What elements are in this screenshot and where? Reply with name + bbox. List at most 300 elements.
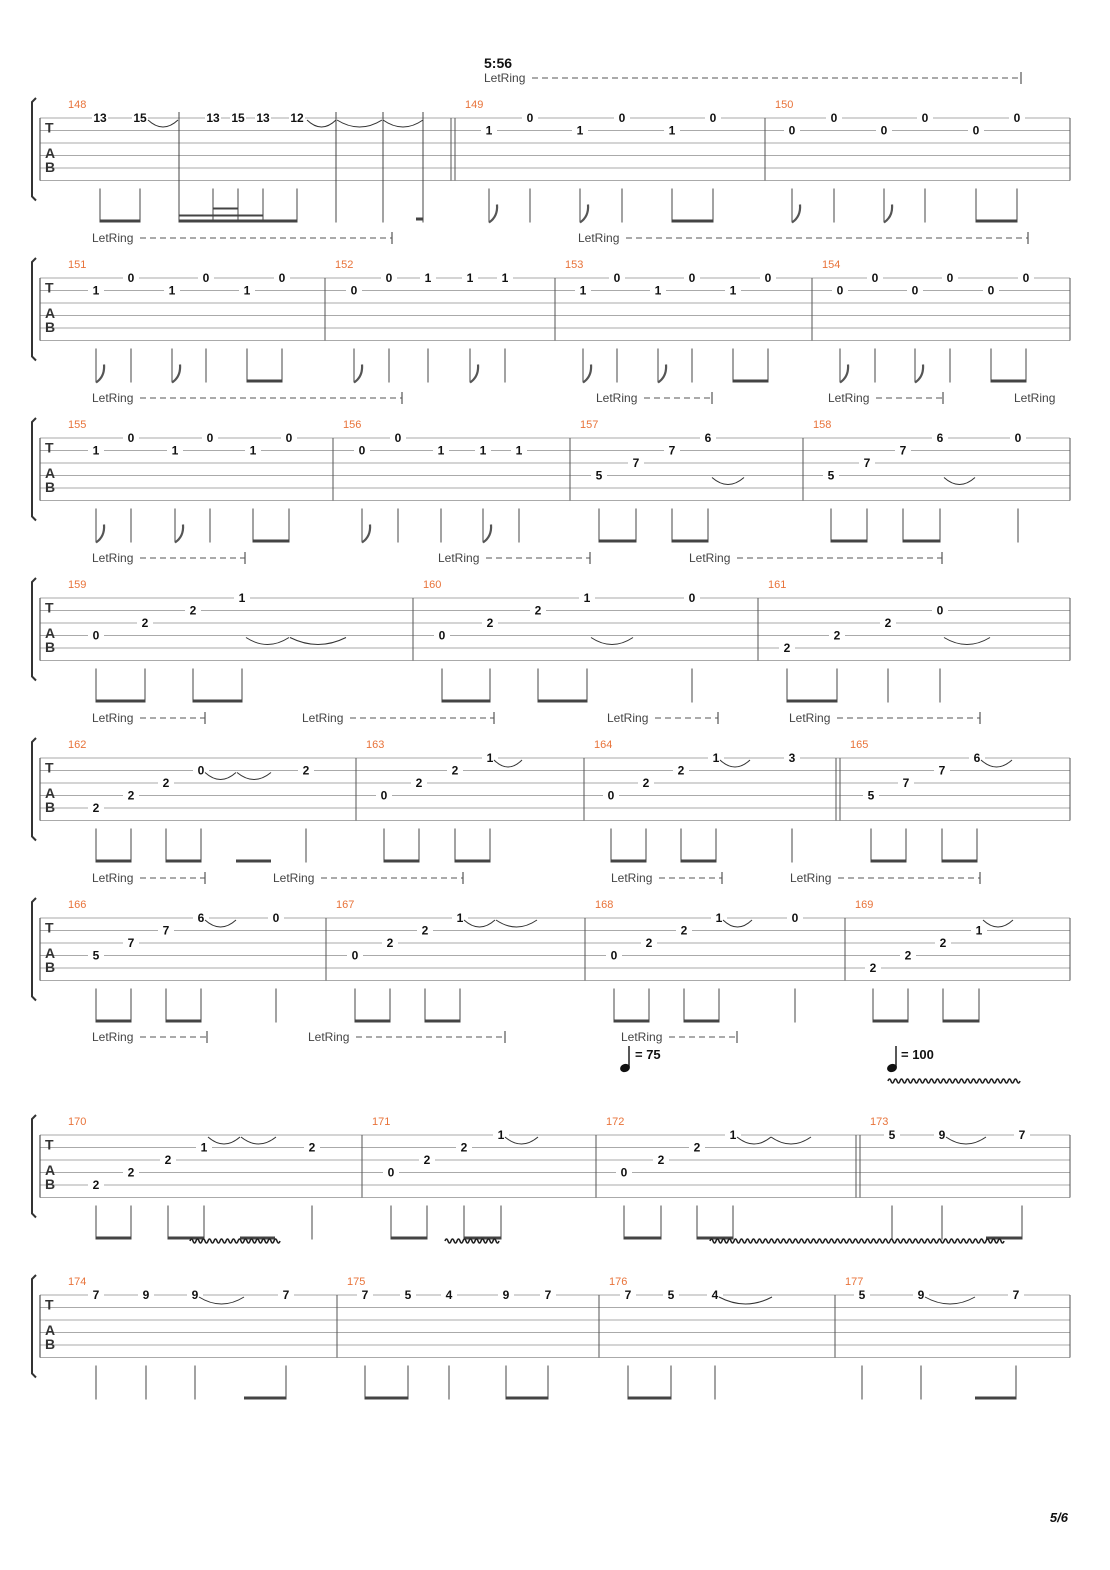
note-flag bbox=[96, 525, 104, 543]
bar-number: 163 bbox=[366, 739, 385, 751]
tab-letter-b: B bbox=[45, 1176, 56, 1192]
fret-number: 2 bbox=[677, 763, 685, 778]
fret-number: 2 bbox=[642, 776, 650, 790]
bar-number: 151 bbox=[68, 259, 87, 271]
fret-number: 7 bbox=[632, 456, 640, 470]
beam bbox=[831, 540, 867, 543]
note-flag bbox=[658, 365, 666, 383]
fret-number: 0 bbox=[911, 283, 919, 298]
fret-number: 6 bbox=[704, 431, 712, 445]
note-flag bbox=[792, 205, 800, 223]
tie-arc bbox=[337, 120, 382, 127]
beam bbox=[96, 1237, 131, 1240]
fret-number: 1 bbox=[437, 443, 445, 458]
bar-number: 154 bbox=[822, 259, 841, 271]
fret-number: 5 bbox=[827, 468, 835, 483]
beam bbox=[247, 380, 282, 383]
tie-arc bbox=[946, 1137, 986, 1144]
fret-number: 7 bbox=[127, 936, 135, 950]
fret-number: 2 bbox=[423, 1153, 431, 1167]
fret-number: 1 bbox=[715, 911, 723, 925]
tie-arc bbox=[208, 1137, 240, 1144]
tab-letter-a: A bbox=[45, 1322, 56, 1338]
tie-arc bbox=[237, 773, 271, 780]
vibrato-line bbox=[190, 1239, 280, 1243]
fret-number: 15 bbox=[133, 111, 147, 125]
fret-number: 5 bbox=[888, 1128, 896, 1142]
fret-number: 9 bbox=[938, 1128, 946, 1142]
fret-number: 13 bbox=[93, 111, 107, 125]
tie-arc bbox=[205, 920, 236, 927]
fret-number: 1 bbox=[576, 123, 584, 138]
note-flag bbox=[172, 365, 180, 383]
fret-number: 2 bbox=[884, 616, 892, 630]
bar-number: 175 bbox=[347, 1276, 366, 1288]
fret-number: 0 bbox=[871, 271, 879, 285]
tab-letter-a: A bbox=[45, 145, 56, 161]
beam bbox=[166, 860, 201, 863]
let-ring-label: LetRing bbox=[789, 711, 831, 725]
system-bracket bbox=[32, 1115, 36, 1218]
fret-number: 1 bbox=[583, 591, 591, 605]
beam bbox=[179, 220, 297, 223]
fret-number: 2 bbox=[386, 936, 394, 950]
beam bbox=[628, 1397, 671, 1400]
page-number: 5/6 bbox=[1049, 1510, 1068, 1525]
fret-number: 7 bbox=[282, 1288, 290, 1302]
fret-number: 6 bbox=[936, 431, 944, 445]
fret-number: 7 bbox=[1018, 1128, 1026, 1142]
beam bbox=[96, 1020, 131, 1023]
fret-number: 1 bbox=[243, 283, 251, 298]
fret-number: 6 bbox=[197, 911, 205, 925]
beam bbox=[179, 215, 263, 217]
bar-number: 164 bbox=[594, 739, 613, 751]
system-bracket bbox=[32, 1275, 36, 1378]
fret-number: 2 bbox=[141, 616, 149, 630]
beam bbox=[672, 540, 708, 543]
let-ring-label: LetRing bbox=[273, 871, 315, 885]
tie-arc bbox=[720, 760, 750, 767]
note-flag bbox=[175, 525, 183, 543]
bar-number: 168 bbox=[595, 899, 614, 911]
tab-letter-b: B bbox=[45, 319, 56, 335]
beam bbox=[455, 860, 490, 863]
beam bbox=[416, 218, 423, 221]
fret-number: 1 bbox=[424, 271, 432, 285]
bar-number: 169 bbox=[855, 899, 874, 911]
fret-number: 1 bbox=[92, 283, 100, 298]
fret-number: 0 bbox=[972, 123, 980, 138]
bar-number: 149 bbox=[465, 99, 484, 111]
fret-number: 1 bbox=[168, 283, 176, 298]
beam bbox=[624, 1237, 661, 1240]
tab-letter-a: A bbox=[45, 625, 56, 641]
beam bbox=[391, 1237, 427, 1240]
bar-number: 176 bbox=[609, 1276, 628, 1288]
fret-number: 1 bbox=[485, 123, 493, 138]
fret-number: 0 bbox=[272, 911, 280, 925]
fret-number: 0 bbox=[618, 111, 626, 125]
note-flag bbox=[915, 365, 923, 383]
fret-number: 0 bbox=[387, 1165, 395, 1180]
fret-number: 0 bbox=[202, 271, 210, 285]
tie-arc bbox=[944, 478, 975, 485]
tie-arc bbox=[737, 1137, 771, 1144]
beam bbox=[697, 1237, 733, 1240]
tab-letter-t: T bbox=[45, 599, 54, 616]
tab-letter-t: T bbox=[45, 119, 54, 136]
fret-number: 5 bbox=[595, 468, 603, 483]
tab-letter-a: A bbox=[45, 465, 56, 481]
tie-arc bbox=[496, 920, 537, 927]
fret-number: 2 bbox=[460, 1140, 468, 1155]
note-flag bbox=[840, 365, 848, 383]
fret-number: 2 bbox=[680, 923, 688, 938]
system-bracket bbox=[32, 418, 36, 521]
fret-number: 3 bbox=[788, 751, 796, 765]
note-flag bbox=[884, 205, 892, 223]
tab-letter-b: B bbox=[45, 959, 56, 975]
let-ring-label: LetRing bbox=[92, 551, 134, 565]
tie-arc bbox=[307, 120, 336, 127]
vibrato-line bbox=[445, 1239, 499, 1243]
fret-number: 9 bbox=[191, 1288, 199, 1302]
beam bbox=[976, 220, 1017, 223]
fret-number: 0 bbox=[613, 271, 621, 285]
tab-letter-a: A bbox=[45, 945, 56, 961]
fret-number: 0 bbox=[285, 431, 293, 445]
note-flag bbox=[483, 525, 491, 543]
beam bbox=[96, 700, 145, 703]
let-ring-label: LetRing bbox=[828, 391, 870, 405]
beam bbox=[903, 540, 940, 543]
fret-number: 0 bbox=[1022, 271, 1030, 285]
fret-number: 2 bbox=[92, 1178, 100, 1192]
fret-number: 1 bbox=[238, 591, 246, 605]
fret-number: 4 bbox=[711, 1288, 719, 1302]
fret-number: 2 bbox=[164, 1153, 172, 1167]
tie-arc bbox=[246, 638, 289, 645]
fret-number: 7 bbox=[668, 443, 676, 458]
fret-number: 0 bbox=[836, 283, 844, 298]
fret-number: 5 bbox=[867, 788, 875, 803]
fret-number: 2 bbox=[833, 628, 841, 643]
fret-number: 2 bbox=[92, 801, 100, 815]
tie-arc bbox=[591, 638, 633, 645]
time-marker: 5:56 bbox=[484, 55, 513, 71]
beam bbox=[871, 860, 906, 863]
fret-number: 0 bbox=[688, 271, 696, 285]
bar-number: 172 bbox=[606, 1116, 625, 1128]
fret-number: 7 bbox=[938, 763, 946, 778]
fret-number: 0 bbox=[127, 271, 135, 285]
fret-number: 1 bbox=[92, 443, 100, 458]
fret-number: 15 bbox=[231, 111, 245, 125]
fret-number: 0 bbox=[197, 763, 205, 778]
tab-letter-a: A bbox=[45, 305, 56, 321]
beam bbox=[672, 220, 713, 223]
fret-number: 2 bbox=[415, 776, 423, 790]
system-bracket bbox=[32, 258, 36, 361]
tab-letter-b: B bbox=[45, 479, 56, 495]
fret-number: 13 bbox=[256, 111, 270, 125]
note-flag bbox=[470, 365, 478, 383]
let-ring-label: LetRing bbox=[92, 1030, 134, 1044]
fret-number: 0 bbox=[1014, 431, 1022, 445]
fret-number: 9 bbox=[142, 1288, 150, 1302]
let-ring-label: LetRing bbox=[92, 231, 134, 245]
fret-number: 1 bbox=[729, 1128, 737, 1142]
fret-number: 0 bbox=[921, 111, 929, 125]
tie-arc bbox=[199, 1297, 244, 1304]
beam bbox=[733, 380, 768, 383]
let-ring-label: LetRing bbox=[92, 391, 134, 405]
fret-number: 7 bbox=[899, 443, 907, 458]
let-ring-label: LetRing bbox=[484, 71, 526, 85]
fret-number: 7 bbox=[624, 1288, 632, 1302]
bar-number: 152 bbox=[335, 259, 354, 271]
fret-number: 0 bbox=[688, 591, 696, 605]
bar-number: 162 bbox=[68, 739, 87, 751]
let-ring-label: LetRing bbox=[596, 391, 638, 405]
fret-number: 2 bbox=[645, 936, 653, 950]
note-flag bbox=[580, 205, 588, 223]
fret-number: 0 bbox=[92, 628, 100, 643]
fret-number: 2 bbox=[302, 763, 310, 778]
let-ring-label: LetRing bbox=[621, 1030, 663, 1044]
fret-number: 0 bbox=[1013, 111, 1021, 125]
bar-number: 170 bbox=[68, 1116, 87, 1128]
fret-number: 1 bbox=[456, 911, 464, 925]
beam bbox=[599, 540, 636, 543]
fret-number: 5 bbox=[92, 948, 100, 963]
bar-number: 167 bbox=[336, 899, 355, 911]
tempo-mark: = 100 bbox=[901, 1047, 934, 1062]
fret-number: 0 bbox=[987, 283, 995, 298]
beam bbox=[253, 540, 289, 543]
beam bbox=[442, 700, 490, 703]
fret-number: 1 bbox=[486, 751, 494, 765]
fret-number: 1 bbox=[249, 443, 257, 458]
tie-arc bbox=[983, 920, 1013, 927]
beam bbox=[365, 1397, 408, 1400]
fret-number: 2 bbox=[127, 788, 135, 803]
fret-number: 1 bbox=[579, 283, 587, 298]
fret-number: 1 bbox=[171, 443, 179, 458]
fret-number: 0 bbox=[936, 603, 944, 618]
beam bbox=[100, 220, 140, 223]
fret-number: 0 bbox=[438, 628, 446, 643]
system-bracket bbox=[32, 898, 36, 1001]
tie-arc bbox=[925, 1297, 975, 1304]
bar-number: 156 bbox=[343, 419, 362, 431]
tab-letter-t: T bbox=[45, 1296, 54, 1313]
let-ring-label: LetRing bbox=[92, 871, 134, 885]
fret-number: 0 bbox=[880, 123, 888, 138]
fret-number: 0 bbox=[764, 271, 772, 285]
fret-number: 2 bbox=[162, 776, 170, 790]
beam bbox=[787, 700, 837, 703]
bar-number: 157 bbox=[580, 419, 599, 431]
tab-letter-t: T bbox=[45, 919, 54, 936]
beam bbox=[538, 700, 587, 703]
fret-number: 1 bbox=[501, 271, 509, 285]
fret-number: 5 bbox=[858, 1288, 866, 1302]
beam bbox=[384, 860, 419, 863]
bar-number: 150 bbox=[775, 99, 794, 111]
tie-arc bbox=[712, 478, 744, 485]
tie-arc bbox=[464, 920, 495, 927]
fret-number: 1 bbox=[466, 271, 474, 285]
tie-arc bbox=[723, 920, 752, 927]
fret-number: 1 bbox=[668, 123, 676, 138]
beam bbox=[943, 1020, 979, 1023]
tie-arc bbox=[383, 120, 423, 127]
bar-number: 148 bbox=[68, 99, 87, 111]
fret-number: 0 bbox=[709, 111, 717, 125]
bar-number: 173 bbox=[870, 1116, 889, 1128]
vibrato-line bbox=[710, 1239, 1004, 1243]
fret-number: 2 bbox=[904, 948, 912, 963]
fret-number: 2 bbox=[486, 616, 494, 630]
fret-number: 0 bbox=[830, 111, 838, 125]
fret-number: 0 bbox=[791, 911, 799, 925]
let-ring-label: LetRing bbox=[308, 1030, 350, 1044]
tie-arc bbox=[290, 638, 346, 645]
tie-arc bbox=[205, 773, 236, 780]
fret-number: 9 bbox=[917, 1288, 925, 1302]
bar-number: 159 bbox=[68, 579, 87, 591]
vibrato-line bbox=[888, 1079, 1020, 1083]
fret-number: 0 bbox=[206, 431, 214, 445]
tab-letter-a: A bbox=[45, 785, 56, 801]
fret-number: 0 bbox=[620, 1165, 628, 1180]
fret-number: 2 bbox=[308, 1140, 316, 1155]
note-flag bbox=[96, 365, 104, 383]
let-ring-label: LetRing bbox=[790, 871, 832, 885]
system-bracket bbox=[32, 98, 36, 201]
bar-number: 166 bbox=[68, 899, 87, 911]
fret-number: 1 bbox=[479, 443, 487, 458]
fret-number: 2 bbox=[939, 936, 947, 950]
tab-letter-t: T bbox=[45, 759, 54, 776]
tab-letter-a: A bbox=[45, 1162, 56, 1178]
beam bbox=[244, 1397, 286, 1400]
fret-number: 0 bbox=[946, 271, 954, 285]
let-ring-label: LetRing bbox=[1014, 391, 1056, 405]
bar-number: 174 bbox=[68, 1276, 87, 1288]
fret-number: 13 bbox=[206, 111, 220, 125]
fret-number: 2 bbox=[869, 961, 877, 975]
fret-number: 7 bbox=[361, 1288, 369, 1302]
fret-number: 7 bbox=[863, 456, 871, 470]
tie-arc bbox=[505, 1137, 538, 1144]
beam bbox=[193, 700, 242, 703]
beam bbox=[213, 208, 238, 210]
fret-number: 0 bbox=[526, 111, 534, 125]
fret-number: 1 bbox=[497, 1128, 505, 1142]
beam bbox=[425, 1020, 460, 1023]
let-ring-label: LetRing bbox=[607, 711, 649, 725]
fret-number: 2 bbox=[657, 1153, 665, 1167]
fret-number: 0 bbox=[380, 788, 388, 803]
fret-number: 2 bbox=[421, 923, 429, 938]
bar-number: 161 bbox=[768, 579, 787, 591]
bar-number: 165 bbox=[850, 739, 869, 751]
let-ring-label: LetRing bbox=[438, 551, 480, 565]
note-flag bbox=[354, 365, 362, 383]
note-flag bbox=[489, 205, 497, 223]
tie-arc bbox=[241, 1137, 276, 1144]
beam bbox=[986, 1237, 1022, 1240]
fret-number: 7 bbox=[544, 1288, 552, 1302]
beam bbox=[681, 860, 716, 863]
beam bbox=[991, 380, 1026, 383]
fret-number: 5 bbox=[404, 1288, 412, 1302]
fret-number: 0 bbox=[350, 283, 358, 298]
let-ring-label: LetRing bbox=[302, 711, 344, 725]
fret-number: 0 bbox=[394, 431, 402, 445]
bar-number: 171 bbox=[372, 1116, 391, 1128]
beam bbox=[166, 1020, 201, 1023]
fret-number: 2 bbox=[534, 603, 542, 618]
fret-number: 0 bbox=[788, 123, 796, 138]
fret-number: 7 bbox=[902, 776, 910, 790]
fret-number: 12 bbox=[290, 111, 304, 125]
fret-number: 1 bbox=[200, 1140, 208, 1155]
tie-arc bbox=[494, 760, 522, 767]
tab-letter-b: B bbox=[45, 639, 56, 655]
fret-number: 1 bbox=[975, 923, 983, 938]
fret-number: 2 bbox=[451, 763, 459, 778]
fret-number: 1 bbox=[729, 283, 737, 298]
fret-number: 6 bbox=[973, 751, 981, 765]
fret-number: 0 bbox=[278, 271, 286, 285]
beam bbox=[611, 860, 646, 863]
tie-arc bbox=[944, 638, 990, 645]
fret-number: 1 bbox=[654, 283, 662, 298]
fret-number: 0 bbox=[351, 948, 359, 963]
note-flag bbox=[583, 365, 591, 383]
tab-letter-b: B bbox=[45, 1336, 56, 1352]
let-ring-label: LetRing bbox=[689, 551, 731, 565]
fret-number: 1 bbox=[515, 443, 523, 458]
note-flag bbox=[362, 525, 370, 543]
tempo-mark: = 75 bbox=[635, 1047, 661, 1062]
tab-letter-t: T bbox=[45, 279, 54, 296]
bar-number: 177 bbox=[845, 1276, 864, 1288]
let-ring-label: LetRing bbox=[92, 711, 134, 725]
fret-number: 5 bbox=[667, 1288, 675, 1302]
bar-number: 153 bbox=[565, 259, 584, 271]
tab-letter-b: B bbox=[45, 799, 56, 815]
beam bbox=[96, 860, 131, 863]
bar-number: 155 bbox=[68, 419, 87, 431]
fret-number: 0 bbox=[385, 271, 393, 285]
fret-number: 0 bbox=[127, 431, 135, 445]
bar-number: 158 bbox=[813, 419, 832, 431]
let-ring-label: LetRing bbox=[611, 871, 653, 885]
tie-arc bbox=[771, 1137, 811, 1144]
tab-letter-b: B bbox=[45, 159, 56, 175]
fret-number: 0 bbox=[358, 443, 366, 458]
system-bracket bbox=[32, 578, 36, 681]
system-bracket bbox=[32, 738, 36, 841]
fret-number: 7 bbox=[92, 1288, 100, 1302]
beam bbox=[236, 860, 271, 863]
tab-letter-t: T bbox=[45, 439, 54, 456]
